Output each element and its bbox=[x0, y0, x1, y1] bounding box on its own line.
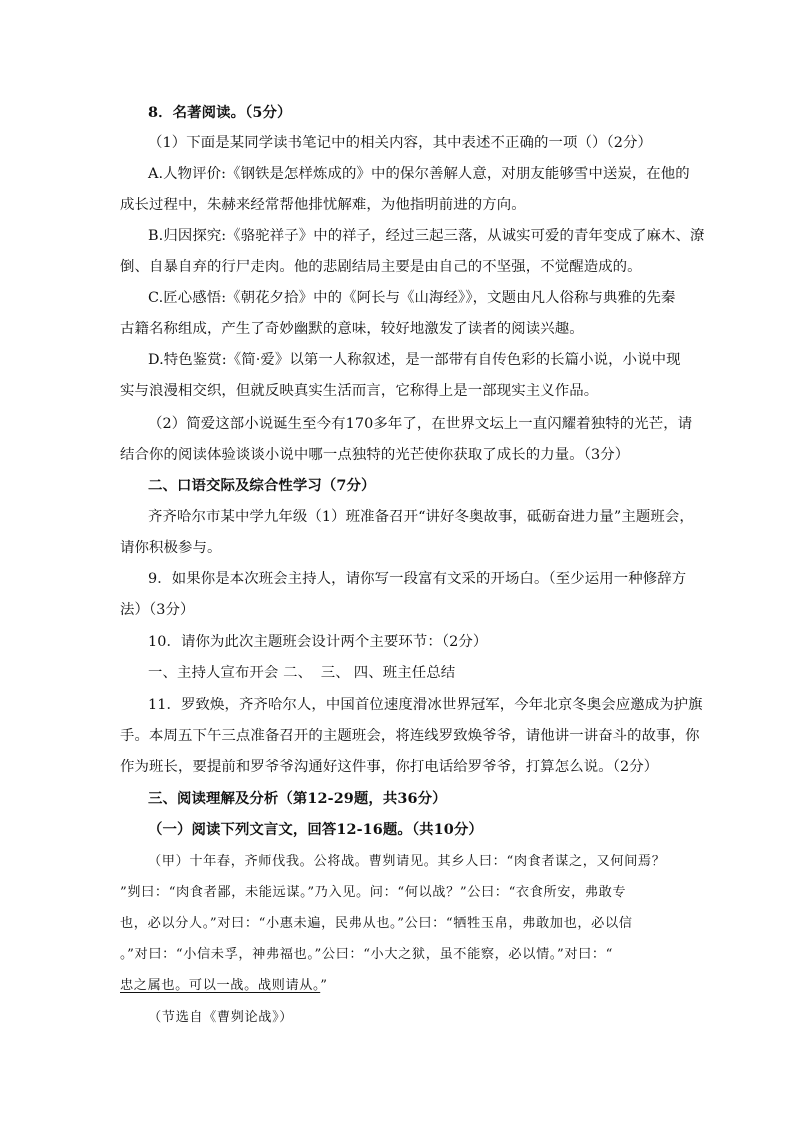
q8-option-d-line1: D.特色鉴赏:《简·爱》以第一人称叙述，是一部带有自传色彩的长篇小说，小说中现 bbox=[148, 352, 681, 368]
part1-score: （共10分） bbox=[411, 821, 483, 838]
classical-text-line3: 也，必以分人。”对曰：“小惠未遍，民弗从也。”公曰：“牺牲玉帛，弗敢加也，必以信 bbox=[120, 916, 633, 931]
section3-title: 三、阅读理解及分析（第12-29题，共36分） bbox=[148, 790, 447, 807]
q9-line1: 9．如果你是本次班会主持人，请你写一段富有文采的开场白。（至少运用一种修辞方 bbox=[148, 571, 687, 587]
q10-step2-label: 二、 bbox=[283, 665, 313, 681]
q8-option-b-line2: 倒、自暴自弃的行尸走肉。他的悲剧结局主要是由自己的不坚强，不觉醒造成的。 bbox=[120, 259, 642, 275]
q8-option-c-line1: C.匠心感悟:《朝花夕拾》中的《阿长与《山海经》》，文题由凡人俗称与典雅的先秦 bbox=[148, 290, 676, 306]
part1-heading bbox=[148, 820, 483, 840]
q8-sub2-line1: （2）简爱这部小说诞生至今有170多年了，在世界文坛上一直闪耀着独特的光芒，请 bbox=[148, 416, 693, 432]
q10-step4: 四、班主任总结 bbox=[353, 665, 456, 681]
q8-option-d-line2: 实与浪漫相交织，但就反映真实生活而言，它称得上是一部现实主义作品。 bbox=[120, 383, 599, 399]
classical-text-closing-quote: ” bbox=[320, 978, 328, 993]
section2-intro-line2: 请你积极参与。 bbox=[120, 540, 222, 556]
q11-line1: 11．罗致焕，齐齐哈尔人，中国首位速度滑冰世界冠军，今年北京冬奥会应邀成为护旗 bbox=[148, 697, 703, 713]
classical-text-underlined: 忠之属也。可以一战。战则请从。 bbox=[120, 978, 321, 993]
q8-sub1: （1）下面是某同学读书笔记中的相关内容，其中表述不正确的一项（）（2分） bbox=[148, 135, 652, 151]
q10-steps bbox=[148, 663, 455, 683]
q8-option-b-line1: B.归因探究:《骆驼祥子》中的祥子，经过三起三落，从诚实可爱的青年变成了麻木、潦 bbox=[148, 228, 705, 244]
q8-option-a-line1: A.人物评价:《钢铁是怎样炼成的》中的保尔善解人意，对朋友能够雪中送炭，在他的 bbox=[148, 166, 690, 182]
q9-line2: 法）（3分） bbox=[120, 602, 195, 618]
section2-title: 二、口语交际及综合性学习（7分） bbox=[148, 477, 376, 494]
classical-text-source: （节选自《曹刿论战》） bbox=[148, 1010, 294, 1025]
classical-text-line4: 。”对曰：“小信未孚，神弗福也。”公曰：“小大之狱，虽不能察，必以情。”对曰：“ bbox=[120, 947, 614, 962]
q10-step3-label: 三、 bbox=[320, 665, 350, 681]
classical-text-line5 bbox=[120, 976, 328, 996]
section2-intro-line1: 齐齐哈尔市某中学九年级（1）班准备召开“讲好冬奥故事，砥砺奋进力量”主题班会， bbox=[148, 509, 694, 525]
classical-text-line2: ”刿曰：“肉食者鄙，未能远谋。”乃入见。问：“何以战？”公曰：“衣食所安，弗敢专 bbox=[120, 885, 627, 900]
q10-step1: 一、主持人宣布开会 bbox=[148, 665, 279, 681]
q8-option-c-line2: 古籍名称组成，产生了奇妙幽默的意味，较好地激发了读者的阅读兴趣。 bbox=[120, 321, 584, 337]
q8-sub2-line2: 结合你的阅读体验谈谈小说中哪一点独特的光芒使你获取了成长的力量。（3分） bbox=[120, 447, 630, 463]
q11-line2: 手。本周五下午三点准备召开的主题班会，将连线罗致焕爷爷，请他讲一讲奋斗的故事，你 bbox=[120, 728, 700, 744]
q10-prompt: 10．请你为此次主题班会设计两个主要环节：（2分） bbox=[148, 634, 488, 650]
q8-title: 8．名著阅读。（5分） bbox=[148, 104, 292, 121]
classical-text-line1: （甲）十年春，齐师伐我。公将战。曹刿请见。其乡人曰：“肉食者谋之，又何间焉？ bbox=[148, 854, 666, 869]
part1-prompt: （一）阅读下列文言文，回答12-16题。 bbox=[148, 821, 412, 838]
q11-line3: 作为班长，要提前和罗爷爷沟通好这件事，你打电话给罗爷爷，打算怎么说。（2分） bbox=[120, 759, 659, 775]
q8-option-a-line2: 成长过程中，朱赫来经常帮他排忧解难，为他指明前进的方向。 bbox=[120, 197, 526, 213]
